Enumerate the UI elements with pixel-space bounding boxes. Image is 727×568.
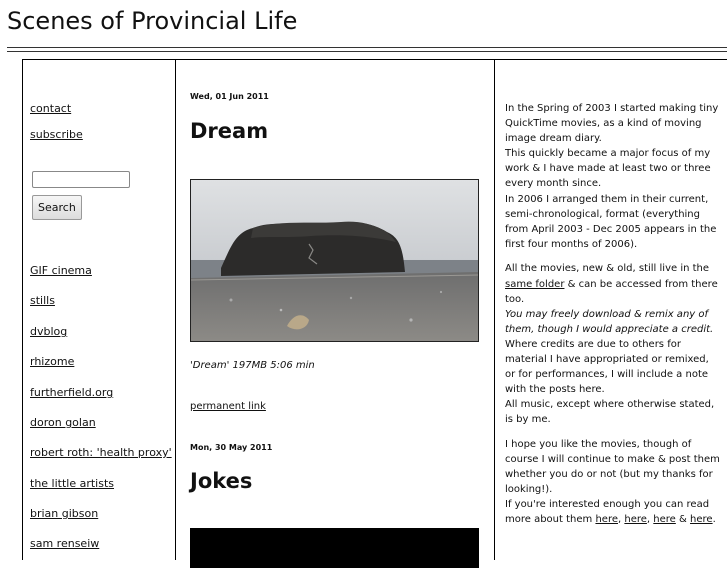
about-paragraph: This quickly became a major focus of my work & I have made at least two or three every month since. <box>505 148 711 190</box>
sidebar-link-stills[interactable]: stills <box>30 294 55 307</box>
about-paragraph: If you're interested enough you can read more about them <box>505 499 710 526</box>
dream-video-thumbnail[interactable] <box>190 179 479 342</box>
sidebar-link-gif-cinema[interactable]: GIF cinema <box>30 264 92 277</box>
jokes-video-thumbnail[interactable] <box>190 528 479 568</box>
site-title: Scenes of Provincial Life <box>7 7 298 35</box>
sidebar-link-furtherfield[interactable]: furtherfield.org <box>30 386 114 399</box>
contact-link[interactable]: contact <box>30 102 72 115</box>
here-link[interactable]: here <box>653 514 676 526</box>
about-paragraph: All music, except where otherwise stated, is by me. <box>505 399 715 426</box>
posts-column <box>176 60 495 560</box>
about-paragraph: & can be accessed from there too. <box>505 278 718 305</box>
post-title: Dream <box>190 119 269 143</box>
search-input[interactable] <box>32 171 130 188</box>
search-button[interactable]: Search <box>32 195 82 220</box>
post-date: Mon, 30 May 2011 <box>190 443 273 452</box>
post-date: Wed, 01 Jun 2011 <box>190 92 269 101</box>
here-link[interactable]: here <box>595 514 618 526</box>
here-link[interactable]: here <box>690 514 713 526</box>
about-paragraph: All the movies, new & old, still live in the <box>505 263 710 275</box>
about-column <box>495 60 727 560</box>
about-paragraph: Where credits are due to others for material I have appropriated or remixed, or for performances, I will include a note with the posts here. <box>505 338 709 396</box>
here-link[interactable]: here <box>624 514 647 526</box>
sidebar-link-sam-renseiw[interactable]: sam renseiw <box>30 537 100 550</box>
about-paragraph: In the Spring of 2003 I started making tiny QuickTime movies, as a kind of moving image dream diary. <box>505 103 719 145</box>
sidebar-link-brian-gibson[interactable]: brian gibson <box>30 507 99 520</box>
sidebar <box>23 60 176 560</box>
sidebar-link-robert-roth[interactable]: robert roth: 'health proxy' <box>30 446 172 459</box>
post-title: Jokes <box>190 469 253 493</box>
sidebar-link-doron-golan[interactable]: doron golan <box>30 416 96 429</box>
video-caption: 'Dream' 197MB 5:06 min <box>190 360 315 371</box>
dream-still-image <box>191 180 478 341</box>
about-paragraph: In 2006 I arranged them in their current, semi-chronological, format (everything from April 2003 - Dec 2005 appears in the first four months of 2006). <box>505 193 717 250</box>
subscribe-link[interactable]: subscribe <box>30 128 83 141</box>
about-text: In the Spring of 2003 I started making tiny QuickTime movies, as a kind of moving image dream diary. This quickly became a major focus of my work & I have made at least two or three every month since. In 2006 I arranged them in their current, semi-chronological, format (everything from April 2003 - Dec 2005 appears in the first four months of 2006). All the movies, new & old, still live in the same folder & can be accessed from there too. You may freely download & remix any of them, though I would appreciate a credit. Where credits are due to others for material I have appropriated or remixed, or for performances, I will include a note with the posts here. All music, except where otherwise stated, is by me. I hope you like the movies, though of course I will continue to make & post them whether you do or not (but my thanks for looking!). If you're interested enough you can read more about them here, here, here & here. <box>505 103 720 526</box>
about-paragraph: I hope you like the movies, though of course I will continue to make & post them whether you do or not (but my thanks for looking!). <box>505 438 720 496</box>
permanent-link[interactable]: permanent link <box>190 401 266 412</box>
sidebar-link-little-artists[interactable]: the little artists <box>30 477 115 490</box>
remix-notice: You may freely download & remix any of them, though I would appreciate a credit. <box>505 308 714 335</box>
same-folder-link[interactable]: same folder <box>505 278 565 290</box>
title-divider <box>7 47 727 52</box>
sidebar-link-rhizome[interactable]: rhizome <box>30 355 75 368</box>
page-layout <box>22 59 727 560</box>
sidebar-link-dvblog[interactable]: dvblog <box>30 325 68 338</box>
